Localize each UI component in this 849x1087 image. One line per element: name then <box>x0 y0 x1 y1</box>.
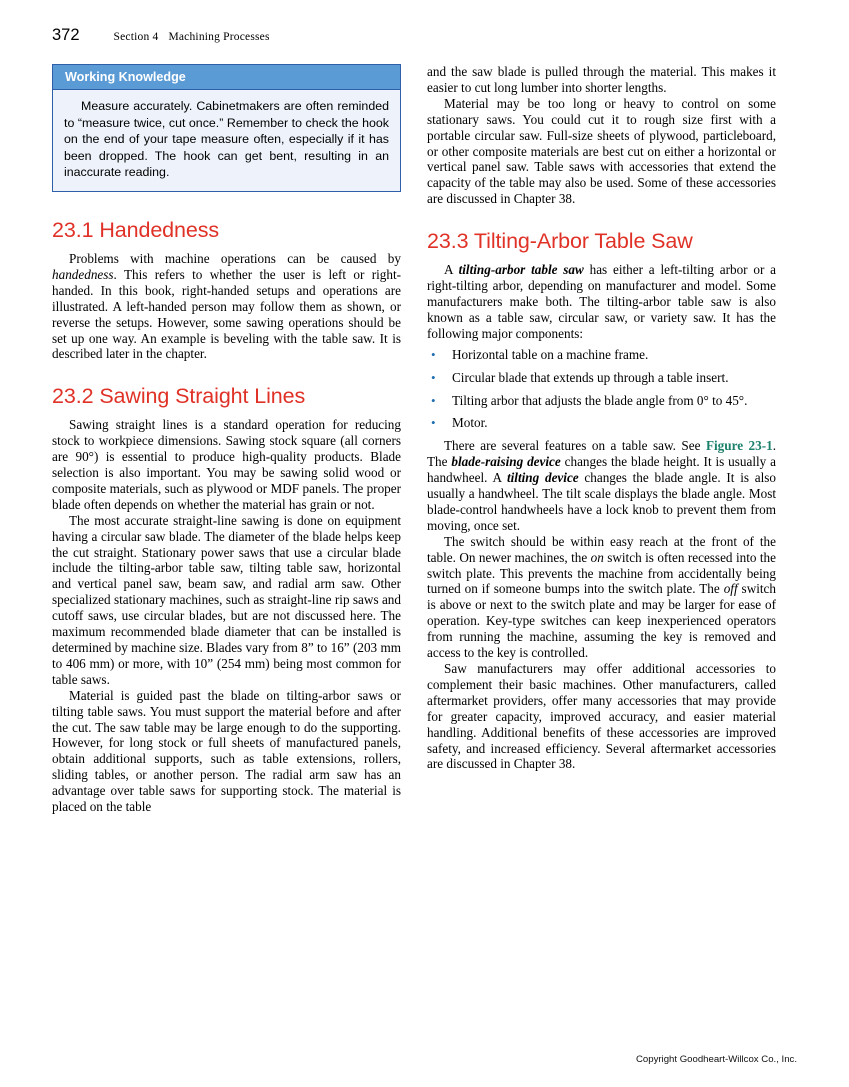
tilting-text-a: A <box>444 262 459 278</box>
bullet-dot-icon: • <box>431 369 436 385</box>
handedness-text-a: Problems with machine operations can be caused by <box>69 250 401 266</box>
paragraph-sawing-1: Sawing straight lines is a standard operation for reducing stock to workpiece dimensions. Sawing stock square (all corners are 90°) is essential to produce high-quality products. Blade selection is also important. You may be sawing solid wood or composite materials, such as plywood or MDF panels. The proper blade often depends on whether the material has grain or not. <box>52 417 401 512</box>
working-knowledge-text: Measure accurately. Cabinetmakers are often reminded to “measure twice, cut once.” Remember to check the hook on the end of your tape measure often, especially if it has been dropped. The hook can get bent, resulting in an inaccurate reading. <box>64 99 389 180</box>
paragraph-sawing-3: Material is guided past the blade on tilting-arbor saws or tilting table saws. You must support the material before and after the cut. The saw table may be large enough to do the supporting. However, for long stock or full sheets of manufactured panels, obtain additional supports, such as table extensions, rollers, sliding tables, or another person. The radial arm saw has an advantage over table saws for supporting stock. The material is placed on the table <box>52 687 401 815</box>
term-blade-raising-device: blade-raising device <box>451 454 561 470</box>
figure-reference[interactable]: Figure 23-1 <box>705 438 773 454</box>
list-item <box>427 347 776 363</box>
paragraph-accessories: Saw manufacturers may offer additional accessories to complement their basic machines. Other manufacturers, called aftermarket providers, offer many accessories that may provide for greater capacity, improved accuracy, and easier material handling. Additional benefits of these accessories are improved safety, and increased efficiency. Several aftermarket accessories are discussed in Chapter 38. <box>427 661 776 772</box>
features-text-b: . The <box>427 438 777 470</box>
working-knowledge-title: Working Knowledge <box>53 65 400 90</box>
left-column <box>52 64 401 815</box>
page-number: 372 <box>52 26 80 44</box>
tilting-term: tilting-arbor table saw <box>458 262 584 278</box>
running-head-title: Machining Processes <box>168 31 270 43</box>
components-list <box>427 347 776 432</box>
paragraph-features <box>427 438 776 533</box>
handedness-term: handedness <box>52 266 114 282</box>
bullet-dot-icon: • <box>431 392 436 408</box>
running-head <box>52 26 797 52</box>
bullet-dot-icon: • <box>431 415 436 431</box>
page-columns <box>52 64 797 815</box>
list-item <box>427 370 776 386</box>
paragraph-tilting-1 <box>427 262 776 342</box>
list-item-label: Horizontal table on a machine frame. <box>452 346 649 362</box>
switch-text-a: The switch should be within easy reach at the front of the table. On newer machines, the <box>427 533 776 565</box>
heading-sawing-straight-lines: 23.2 Sawing Straight Lines <box>52 384 306 409</box>
list-item <box>427 415 776 431</box>
list-item-label: Motor. <box>452 415 488 431</box>
working-knowledge-box <box>52 64 401 192</box>
running-head-section: Section 4 <box>113 31 159 43</box>
running-head-text <box>114 31 270 43</box>
list-item-label: Tilting arbor that adjusts the blade angle from 0° to 45°. <box>452 392 748 408</box>
paragraph-continued-1: and the saw blade is pulled through the material. This makes it easier to cut long lumber into shorter lengths. <box>427 64 776 95</box>
term-tilting-device: tilting device <box>506 470 579 486</box>
paragraph-continued-2: Material may be too long or heavy to control on some stationary saws. You could cut it to rough size first with a portable circular saw. Full-size sheets of plywood, particleboard, or other composite materials are best cut on either a horizontal or vertical panel saw. Table saws with accessories that extend the capacity of the table may also be used. Some of these accessories are discussed in Chapter 38. <box>427 95 776 207</box>
paragraph-switch <box>427 534 776 661</box>
features-text-c: changes the blade height. It is usually a handwheel. A <box>427 454 776 486</box>
handedness-text-b: . This refers to whether the user is left or right-handed. In this book, right-handed setups and operations are illustrated. A left-handed person may follow them as shown, or reverse the setups. However, some sawing operations should be set up one way. An example is beveling with the table saw. It is described later in the chapter. <box>52 266 401 362</box>
features-text-d: changes the blade angle. It is also usually a handwheel. The tilt scale displays the blade angle. Most blade-control handwheels have a lock knob to prevent them from moving, once set. <box>427 470 776 533</box>
list-item-label: Circular blade that extends up through a table insert. <box>452 369 729 385</box>
bullet-dot-icon: • <box>431 346 436 362</box>
paragraph-handedness <box>52 251 401 362</box>
copyright-notice: Copyright Goodheart-Willcox Co., Inc. <box>635 1054 797 1065</box>
term-off: off <box>723 581 738 597</box>
paragraph-sawing-2: The most accurate straight-line sawing is done on equipment having a circular saw blade. The diameter of the blade helps keep the cut straight. Stationary power saws that use a circular blade include the tilting-arbor table saw, tilting table saw, horizontal and vertical panel saw, beam saw, and radial arm saw. Other specialized stationary machines, such as straight-line rip saws and cutoff saws, use circular blades, but are not discussed here. The maximum recommended blade diameter that can be installed is determined by machine size. Blades vary from 8” to 16” (203 mm to 406 mm) or more, with 10” (254 mm) being most common for table saws. <box>52 512 401 687</box>
list-item <box>427 393 776 409</box>
tilting-text-b: has either a left-tilting arbor or a right-tilting arbor, depending on manufacturer and model. Some manufacturers make both. The tilting-arbor table saw is also known as a table saw, circular saw, or variety saw. It has the following major components: <box>427 262 777 341</box>
switch-text-b: switch is often recessed into the switch plate. This prevents the machine from accidentally being turned on if someone bumps into the switch plate. The <box>427 549 776 597</box>
heading-tilting-arbor-table-saw: 23.3 Tilting-Arbor Table Saw <box>427 229 693 254</box>
switch-text-c: switch is above or next to the switch plate and may be larger for ease of operation. Key-type switches can keep inexperienced operators from running the machine, assuming the key is removed and access to the key is controlled. <box>427 581 776 661</box>
term-on: on <box>590 549 604 565</box>
features-text-a: There are several features on a table saw. See <box>444 438 706 454</box>
working-knowledge-body <box>53 90 400 191</box>
right-column <box>427 64 776 815</box>
heading-handedness: 23.1 Handedness <box>52 217 220 242</box>
